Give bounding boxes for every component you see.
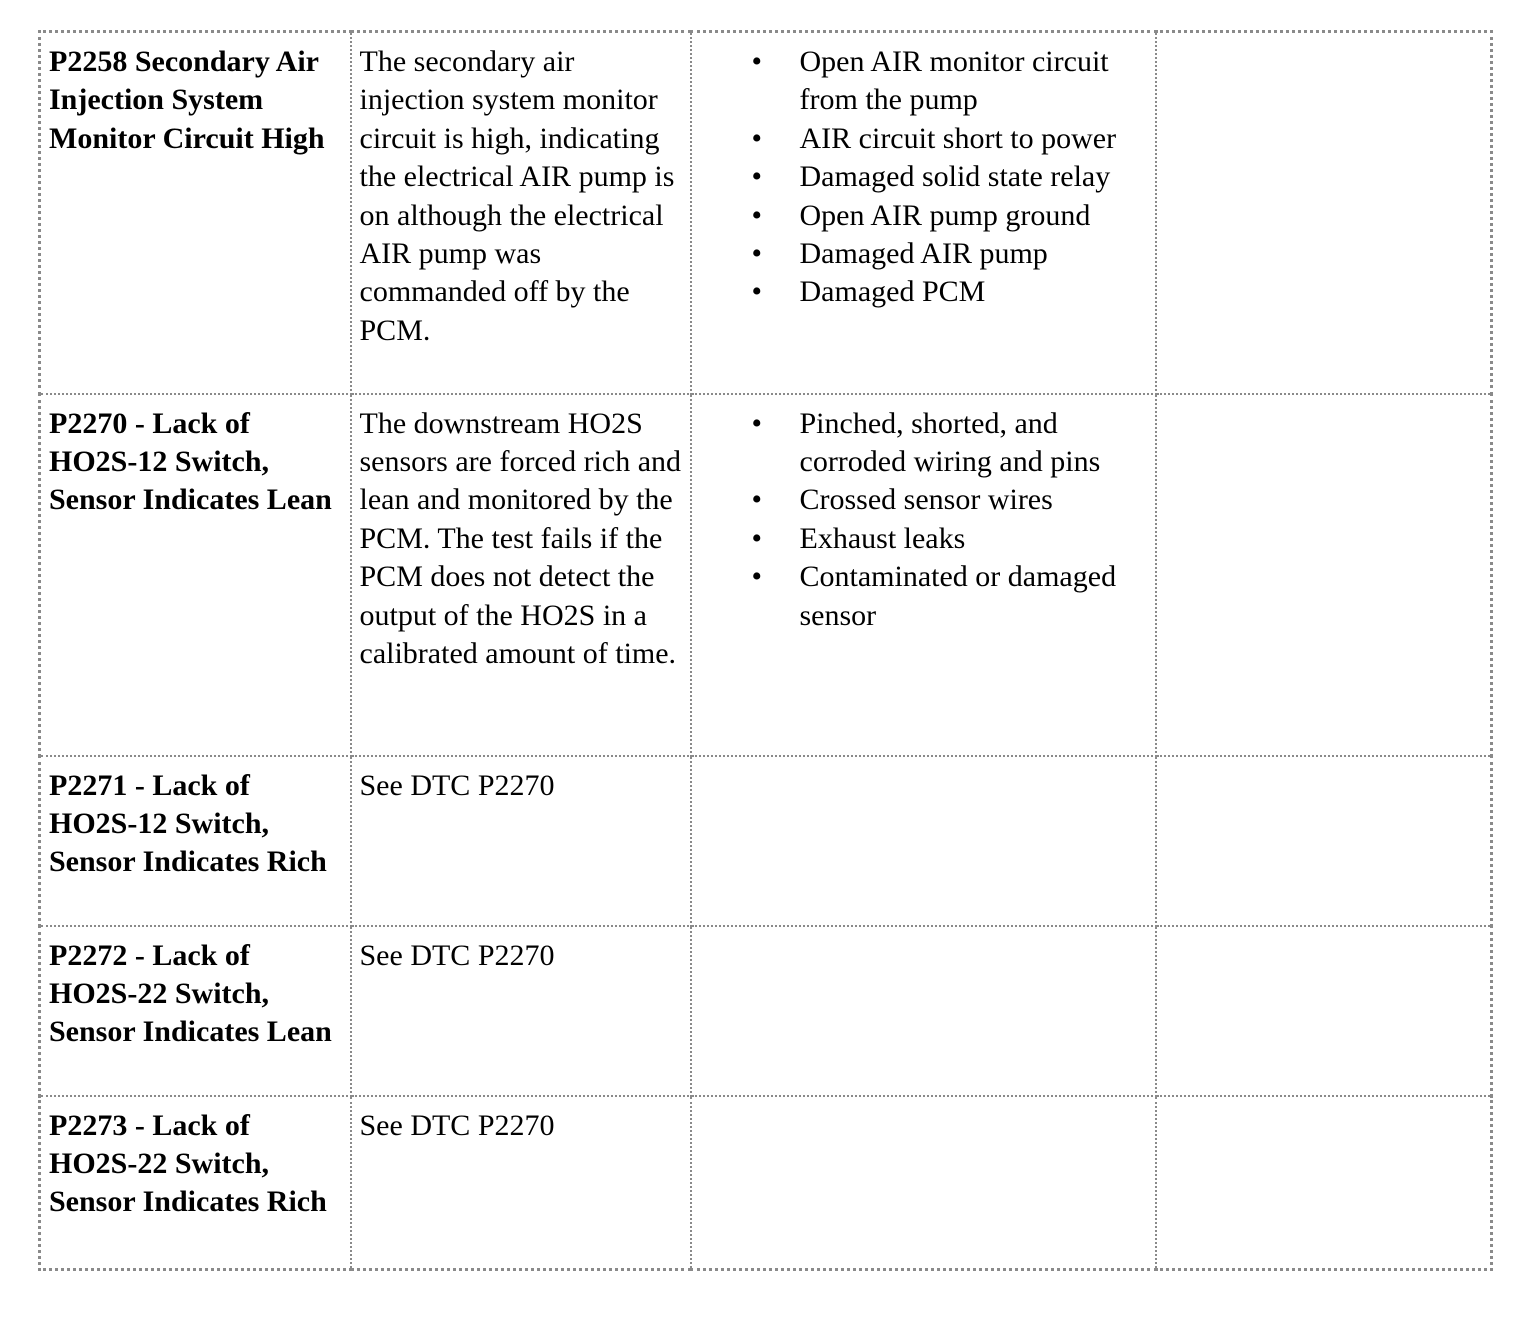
description-cell: See DTC P2270 <box>351 1096 691 1270</box>
list-item: • Crossed sensor wires <box>800 481 1147 519</box>
list-item: • Exhaust leaks <box>800 520 1147 558</box>
list-item: • AIR circuit short to power <box>800 120 1147 158</box>
table-row <box>40 756 1492 926</box>
description-cell: The secondary air injection system monitor circuit is high, indicating the electrical AIR pump is on although the electrical AIR pump was commanded off by the PCM. <box>351 32 691 394</box>
causes-list <box>700 43 1147 312</box>
empty-cell <box>1156 756 1492 926</box>
table-row <box>40 1096 1492 1270</box>
empty-cell <box>1156 32 1492 394</box>
dtc-code-cell: P2271 - Lack of HO2S-12 Switch, Sensor Indicates Rich <box>40 756 351 926</box>
table-row <box>40 394 1492 756</box>
causes-list <box>700 405 1147 635</box>
dtc-code-cell: P2272 - Lack of HO2S-22 Switch, Sensor Indicates Lean <box>40 926 351 1096</box>
dtc-code-cell: P2273 - Lack of HO2S-22 Switch, Sensor Indicates Rich <box>40 1096 351 1270</box>
list-item: • Damaged PCM <box>800 273 1147 311</box>
empty-cell <box>1156 926 1492 1096</box>
dtc-table <box>38 30 1493 1271</box>
dtc-code-cell: P2270 - Lack of HO2S-12 Switch, Sensor Indicates Lean <box>40 394 351 756</box>
table-row <box>40 926 1492 1096</box>
description-cell: See DTC P2270 <box>351 926 691 1096</box>
description-cell: See DTC P2270 <box>351 756 691 926</box>
list-item: • Contaminated or damaged sensor <box>800 558 1147 635</box>
list-item: • Pinched, shorted, and corroded wiring and pins <box>800 405 1147 482</box>
description-cell: The downstream HO2S sensors are forced rich and lean and monitored by the PCM. The test fails if the PCM does not detect the output of the HO2S in a calibrated amount of time. <box>351 394 691 756</box>
causes-cell <box>691 756 1156 926</box>
causes-cell <box>691 32 1156 394</box>
causes-cell <box>691 1096 1156 1270</box>
list-item: • Damaged AIR pump <box>800 235 1147 273</box>
list-item: • Open AIR pump ground <box>800 197 1147 235</box>
dtc-code-cell: P2258 Secondary Air Injection System Monitor Circuit High <box>40 32 351 394</box>
empty-cell <box>1156 394 1492 756</box>
empty-cell <box>1156 1096 1492 1270</box>
table-row <box>40 32 1492 394</box>
causes-cell <box>691 394 1156 756</box>
causes-cell <box>691 926 1156 1096</box>
list-item: • Damaged solid state relay <box>800 158 1147 196</box>
list-item: • Open AIR monitor circuit from the pump <box>800 43 1147 120</box>
